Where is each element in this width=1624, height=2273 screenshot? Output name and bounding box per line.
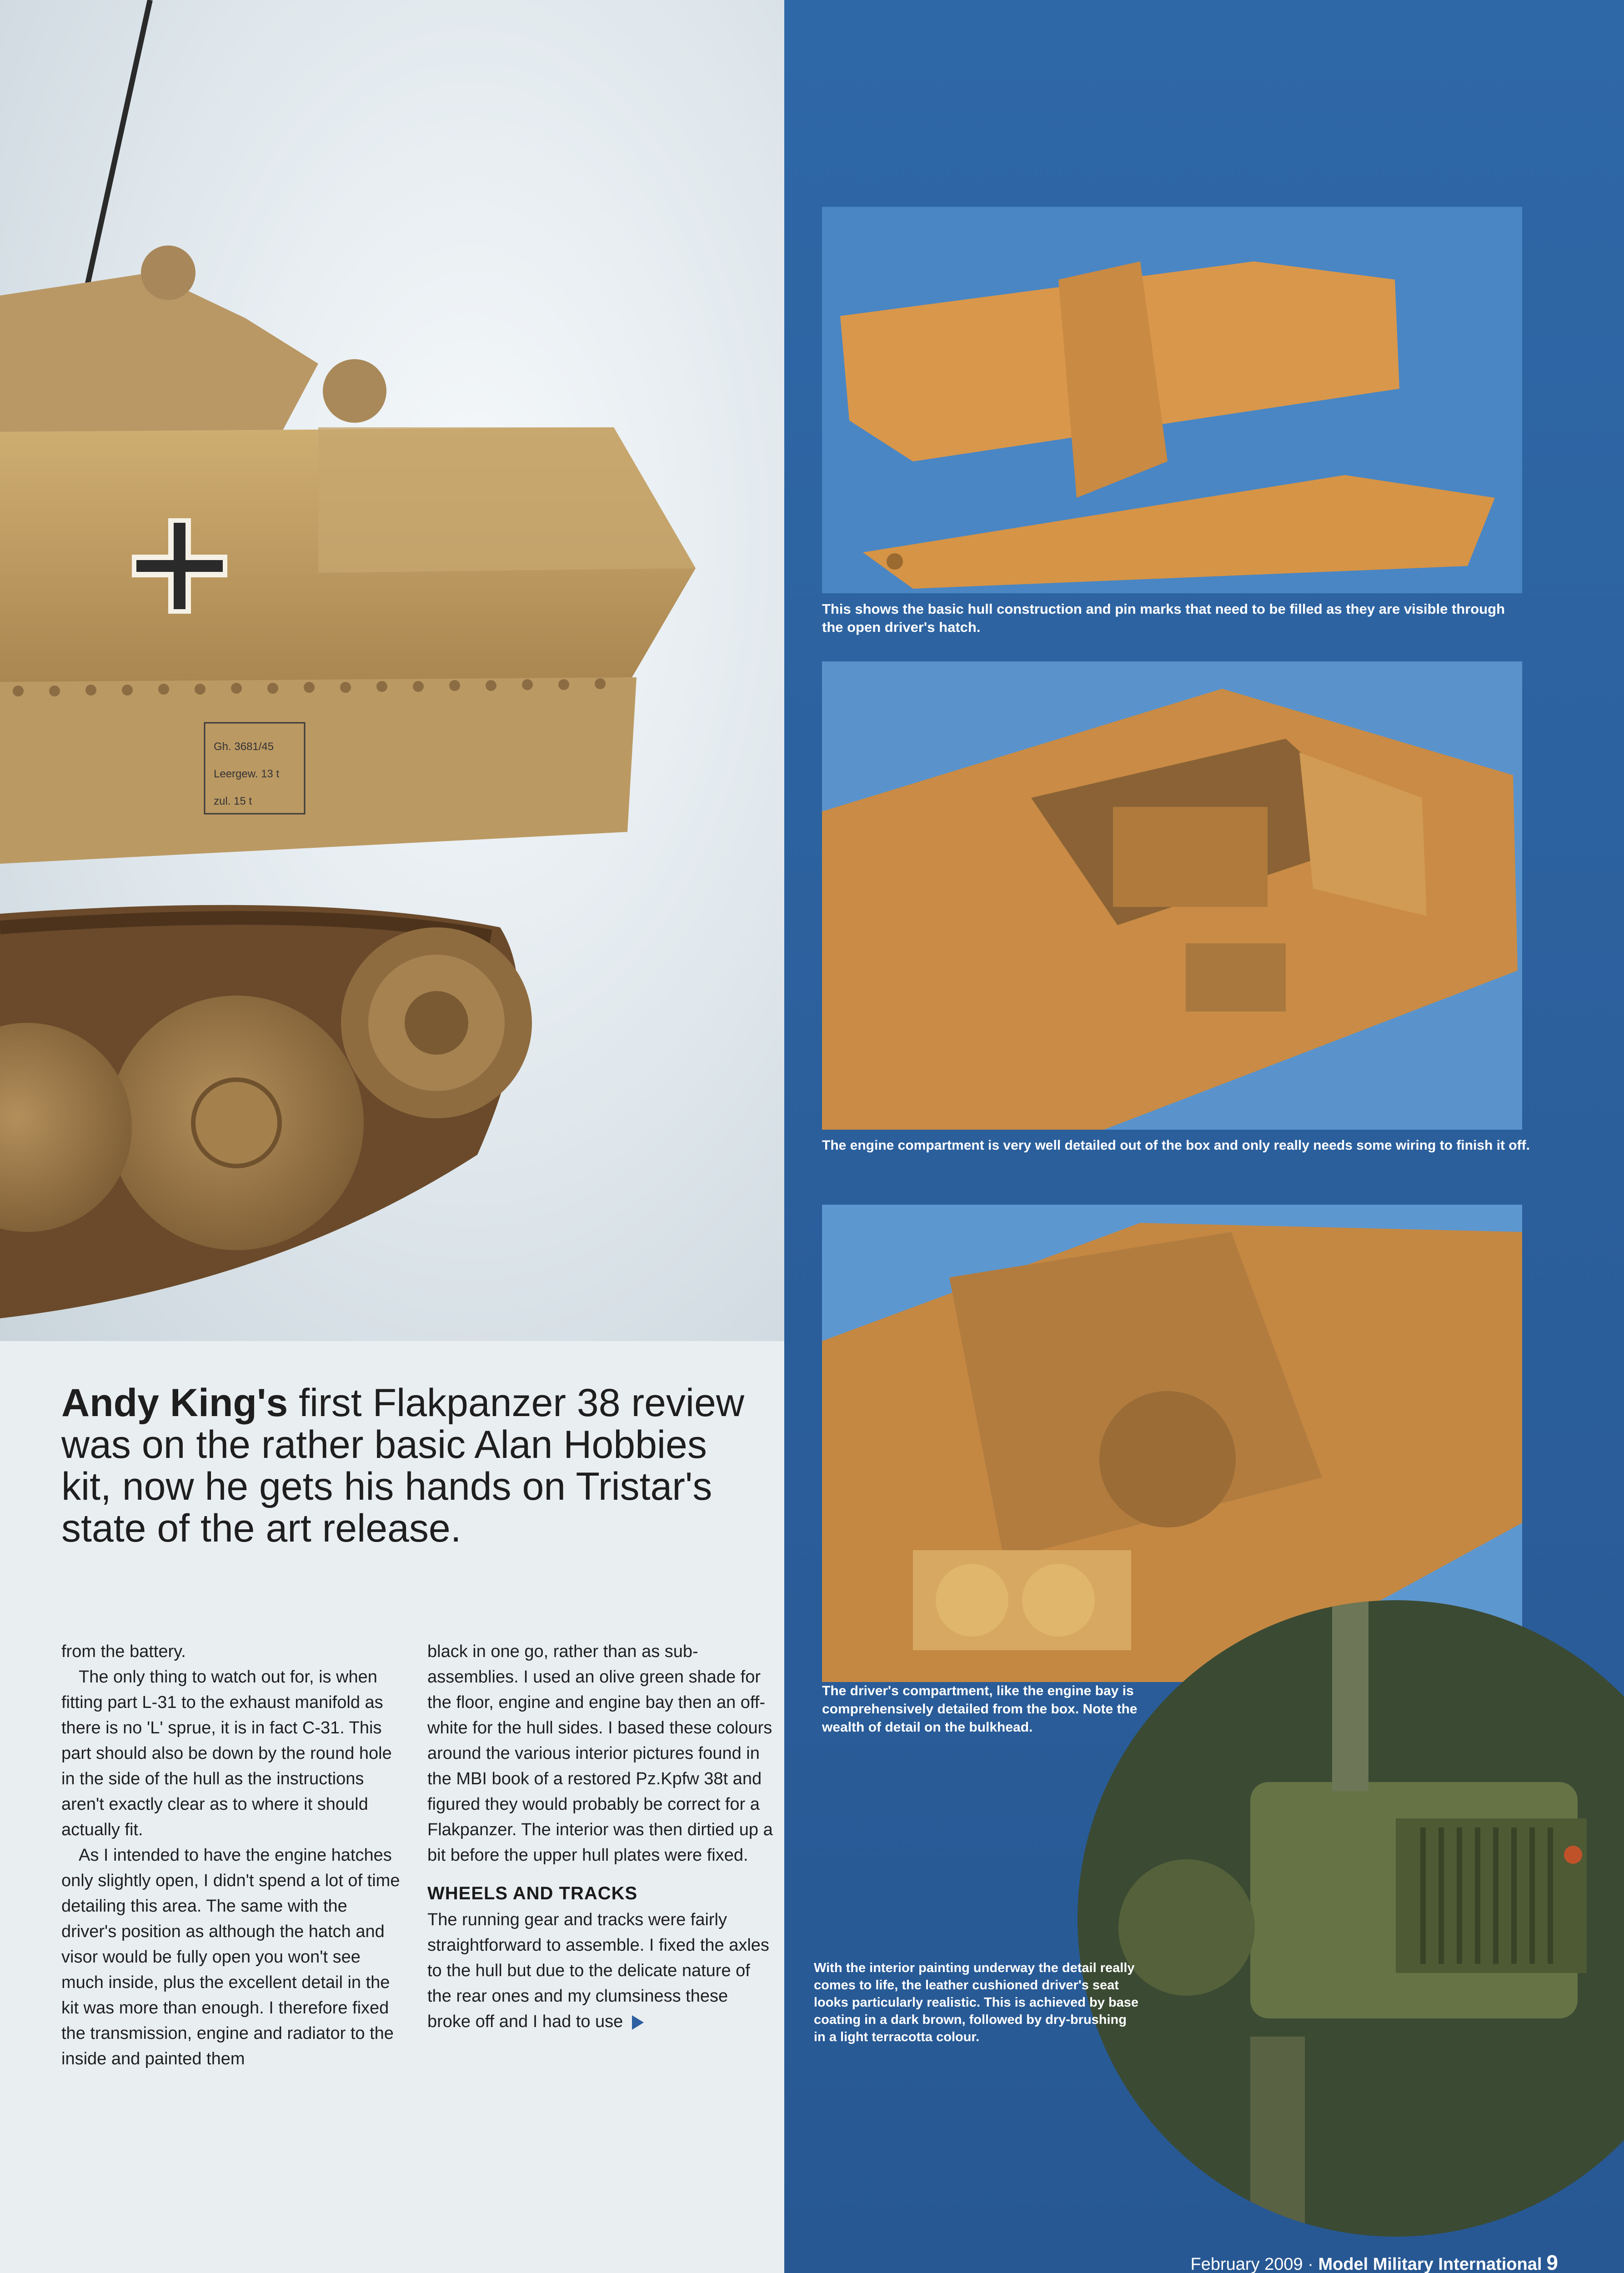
standfirst-text: first Flakpanzer 38 review was on the rather basic Alan Hobbies kit, now he gets his hands on Tristar's state of the art release.: [61, 1381, 744, 1550]
photo-engine-compartment: [822, 661, 1522, 1130]
caption-drivers-compartment: The driver's compartment, like the engine bay is comprehensively detailed from the box. Note the wealth of detail on the bulkhead.: [822, 1683, 1138, 1735]
caption-engine-compartment: The engine compartment is very well detailed out of the box and only really needs some wiring to finish it off.: [822, 1138, 1530, 1153]
photo-basic-hull: [822, 207, 1522, 593]
body-paragraph: from the battery.: [61, 1642, 186, 1661]
page-number: 9: [1546, 2251, 1558, 2273]
body-paragraph-text: The running gear and tracks were fairly straightforward to assemble. I fixed the axles to the hull but due to the delicate nature of the rear ones and my clumsiness these broke off and I had to use: [427, 1910, 769, 2031]
caption-basic-hull: This shows the basic hull construction and pin marks that need to be filled as they are visible through the open driver's hatch.: [822, 601, 1505, 635]
hull-marking-1: Gh. 3681/45: [214, 741, 274, 753]
issue-date: February 2009 ·: [1190, 2255, 1318, 2273]
publication-name: Model Military International: [1318, 2255, 1542, 2273]
author-name: Andy King's: [61, 1381, 288, 1425]
hull-marking-2: Leergew. 13 t: [214, 768, 280, 780]
body-paragraph: The only thing to watch out for, is when fitting part L-31 to the exhaust manifold as there is no 'L' sprue, it is in fact C-31. This part should also be down by the round hole in the side of the hull as the instructions aren't exactly clear as to where it should actually fit.: [61, 1667, 392, 1839]
hero-photo-flakpanzer: [0, 0, 784, 1341]
article-standfirst: [61, 1382, 766, 1549]
body-column-1: [61, 1639, 407, 2072]
body-paragraph: [427, 1907, 773, 2034]
section-heading: WHEELS AND TRACKS: [427, 1883, 638, 1903]
hull-marking-3: zul. 15 t: [214, 795, 252, 807]
caption-painted-interior: With the interior painting underway the detail really comes to life, the leather cushioned driver's seat looks particularly realistic. This is achieved by base coating in a dark brown, followed by dry-brushing in a light terracotta colour.: [814, 1961, 1139, 2044]
continue-arrow-icon: [632, 2015, 644, 2030]
page-folio: [1191, 2250, 1558, 2273]
body-column-2: [427, 1639, 773, 2034]
body-paragraph: As I intended to have the engine hatches only slightly open, I didn't spend a lot of time detailing this area. The same with the driver's position as although the hatch and visor would be fully open you won't see much inside, plus the excellent detail in the kit was more than enough. I therefore fixed the transmission, engine and radiator to the inside and painted them: [61, 1846, 400, 2068]
body-paragraph: black in one go, rather than as sub-assemblies. I used an olive green shade for the floor, engine and engine bay then an off-white for the hull sides. I based these colours around the various interior pictures found in the MBI book of a restored Pz.Kpfw 38t and figured they would probably be correct for a Flakpanzer. The interior was then dirtied up a bit before the upper hull plates were fixed.: [427, 1642, 773, 1865]
